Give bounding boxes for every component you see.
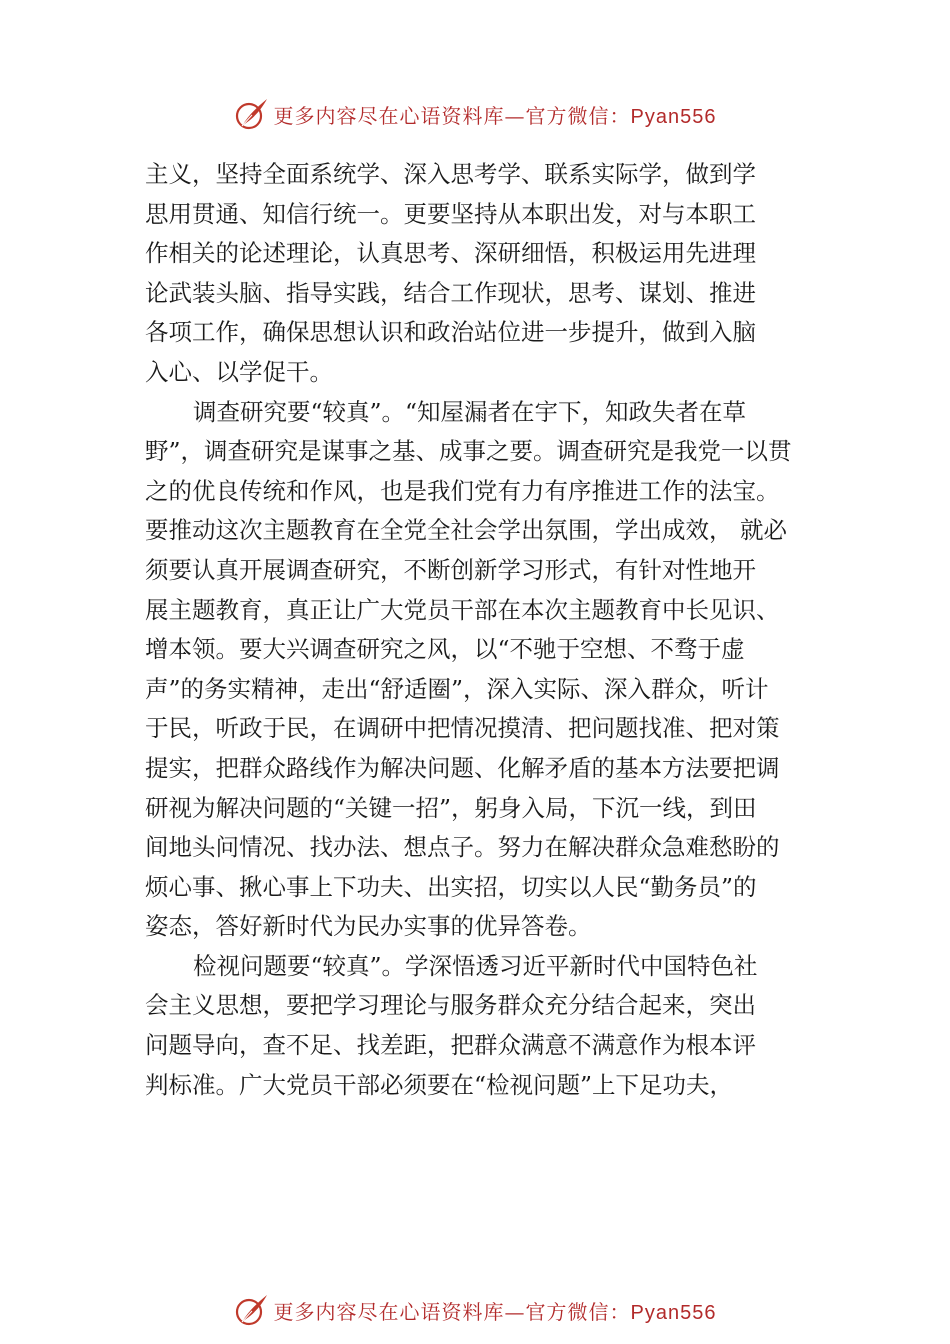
- body-line: 思用贯通、知信行统一。更要坚持从本职出发，对与本职工: [145, 199, 756, 228]
- body-line: 主义，坚持全面系统学、深入思考学、联系实际学，做到学: [145, 160, 756, 188]
- body-line: 判标准。广大党员干部必须要在“检视问题”上下足功夫，: [145, 1070, 734, 1099]
- header-brand: 更多内容尽在心语资料库: [273, 103, 505, 128]
- body-line: 姿态，答好新时代为民办实事的优异答卷。: [145, 912, 592, 941]
- body-line: 于民，听政于民，在调研中把情况摸清、把问题找准、把对策: [145, 714, 780, 743]
- body-line: 研视为解决问题的“关键一招”，躬身入局，下沉一线，到田: [145, 793, 757, 822]
- footer-wechat-id: Pyan556: [630, 1301, 717, 1324]
- body-line: 提实，把群众路线作为解决问题、化解矛盾的基本方法要把调: [145, 753, 780, 782]
- paragraph-start-line: 检视问题要“较真”。学深悟透习近平新时代中国特色社: [193, 951, 758, 980]
- body-line: 问题导向，查不足、找差距，把群众满意不满意作为根本评: [145, 1031, 756, 1060]
- body-line: 作相关的论述理论，认真思考、深研细悟，积极运用先进理: [145, 239, 756, 268]
- header-banner: [0, 94, 950, 134]
- body-line: 各项工作，确保思想认识和政治站位进一步提升，做到入脑: [145, 318, 756, 347]
- body-line: 会主义思想，要把学习理论与服务群众充分结合起来，突出: [145, 991, 756, 1020]
- header-dash: —: [504, 103, 526, 128]
- header-text: [274, 100, 717, 129]
- body-line: 增本领。要大兴调查研究之风，以“不驰于空想、不骛于虚: [145, 635, 745, 664]
- body-line: 间地头问情况、找办法、想点子。努力在解决群众急难愁盼的: [145, 833, 780, 862]
- footer-banner: [0, 1290, 950, 1330]
- footer-text: [274, 1296, 717, 1325]
- footer-brand: 更多内容尽在心语资料库: [273, 1299, 505, 1324]
- quill-logo-icon: [234, 1292, 270, 1328]
- body-line: 声”的务实精神，走出“舒适圈”，深入实际、深入群众，听计: [145, 674, 769, 703]
- body-line: 入心、以学促干。: [145, 357, 333, 386]
- body-line: 论武装头脑、指导实践，结合工作现状，思考、谋划、推进: [145, 278, 756, 307]
- body-line: 之的优良传统和作风，也是我们党有力有序推进工作的法宝。: [145, 476, 780, 505]
- body-line: 烦心事、揪心事上下功夫、出实招，切实以人民“勤务员”的: [145, 872, 757, 901]
- document-body: [145, 155, 825, 1105]
- footer-wechat-label: 官方微信：: [525, 1299, 631, 1324]
- body-line: 须要认真开展调查研究，不断创新学习形式，有针对性地开: [145, 555, 756, 584]
- body-line: 要推动这次主题教育在全党全社会学出氛围，学出成效， 就必: [145, 516, 787, 545]
- paragraph-start-line: 调查研究要“较真”。“知屋漏者在宇下，知政失者在草: [193, 397, 747, 426]
- body-line: 野”，调查研究是谋事之基、成事之要。调查研究是我党一以贯: [145, 437, 792, 466]
- body-line: 展主题教育，真正让广大党员干部在本次主题教育中长见识、: [145, 595, 780, 624]
- footer-dash: —: [504, 1299, 526, 1324]
- header-wechat-id: Pyan556: [630, 105, 717, 128]
- quill-logo-icon: [234, 96, 270, 132]
- header-wechat-label: 官方微信：: [525, 103, 631, 128]
